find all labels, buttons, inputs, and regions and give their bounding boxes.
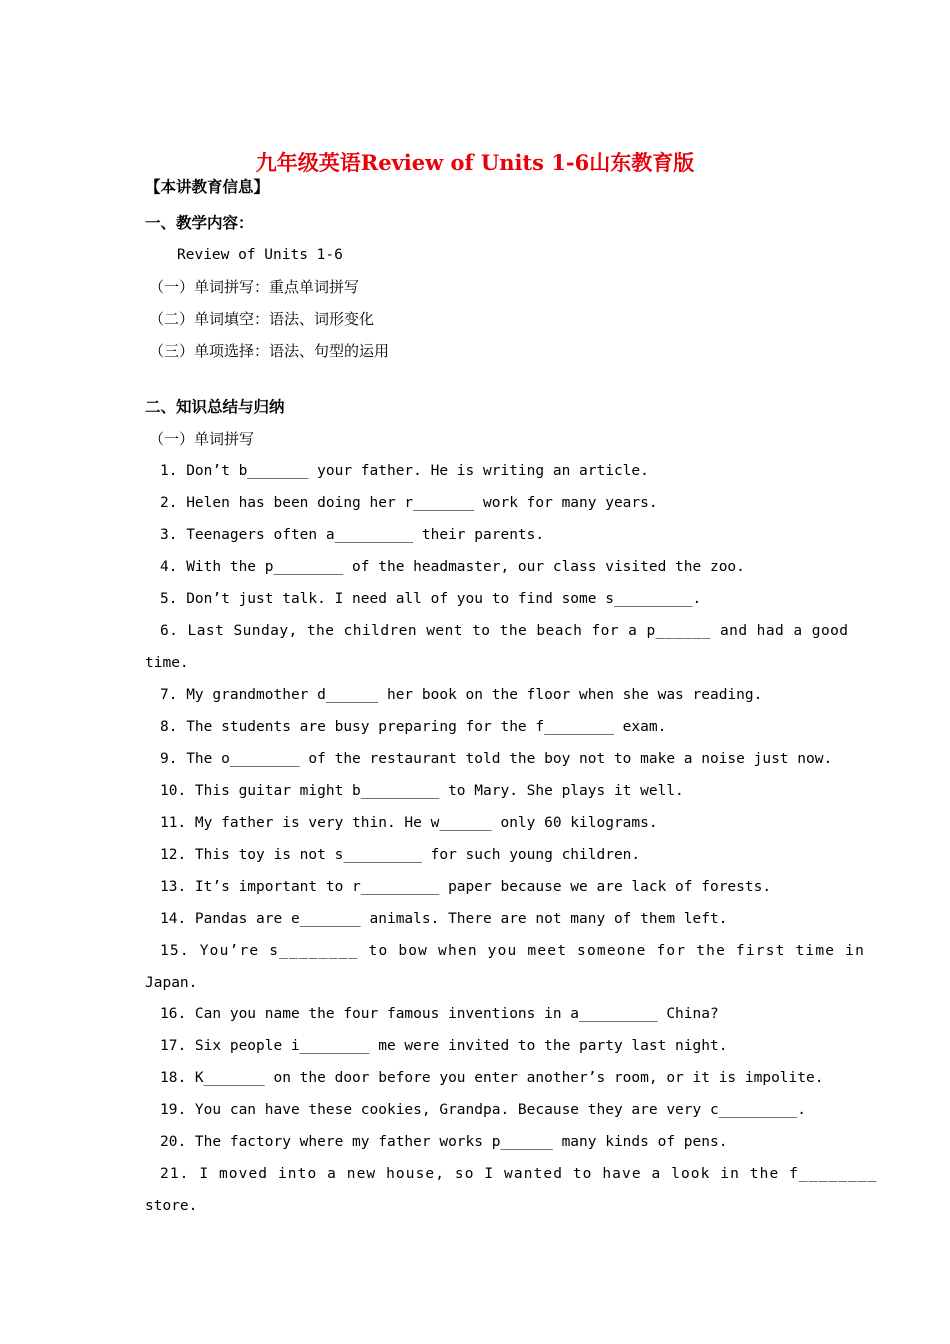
question-2: 2. Helen has been doing her r_______ work for many years. [160,495,658,511]
question-21: 21. I moved into a new house, so I wanted to have a look in the f________ [160,1166,878,1182]
section1-sub: Review of Units 1-6 [177,247,343,263]
question-20: 20. The factory where my father works p______ many kinds of pens. [160,1134,728,1150]
question-13: 13. It’s important to r_________ paper because we are lack of forests. [160,879,772,895]
question-4: 4. With the p________ of the headmaster, our class visited the zoo. [160,559,745,575]
question-3: 3. Teenagers often a_________ their parents. [160,527,545,543]
question-14: 14. Pandas are e_______ animals. There are not many of them left. [160,911,728,927]
section1-item: （二）单词填空：语法、词形变化 [149,310,375,328]
question-5: 5. Don’t just talk. I need all of you to find some s_________. [160,591,702,607]
question-12: 12. This toy is not s_________ for such young children. [160,847,641,863]
question-10: 10. This guitar might b_________ to Mary. She plays it well. [160,783,684,799]
question-19: 19. You can have these cookies, Grandpa. Because they are very c_________. [160,1102,807,1118]
info-header: 【本讲教育信息】 [145,178,270,196]
section2-part1: （一）单词拼写 [149,430,255,448]
section2-heading: 二、知识总结与归纳 [145,398,285,416]
question-15-continued: Japan. [145,975,198,991]
question-18: 18. K_______ on the door before you enter another’s room, or it is impolite. [160,1070,824,1086]
page-title: 九年级英语Review of Units 1-6山东教育版 [255,150,695,175]
question-17: 17. Six people i________ me were invited to the party last night. [160,1038,728,1054]
question-21-continued: store. [145,1198,198,1214]
question-6: 6. Last Sunday, the children went to the beach for a p______ and had a good [160,623,849,639]
question-6-continued: time. [145,655,189,671]
question-7: 7. My grandmother d______ her book on the floor when she was reading. [160,687,763,703]
question-9: 9. The o________ of the restaurant told the boy not to make a noise just now. [160,751,833,767]
question-8: 8. The students are busy preparing for the f________ exam. [160,719,667,735]
question-11: 11. My father is very thin. He w______ only 60 kilograms. [160,815,658,831]
question-15: 15. You’re s________ to bow when you meet someone for the first time in [160,943,866,959]
section1-item: （三）单项选择：语法、句型的运用 [149,342,390,360]
question-1: 1. Don’t b_______ your father. He is writing an article. [160,463,649,479]
question-16: 16. Can you name the four famous inventions in a_________ China? [160,1006,719,1022]
section1-item: （一）单词拼写：重点单词拼写 [149,278,360,296]
section1-heading: 一、教学内容： [145,214,254,232]
